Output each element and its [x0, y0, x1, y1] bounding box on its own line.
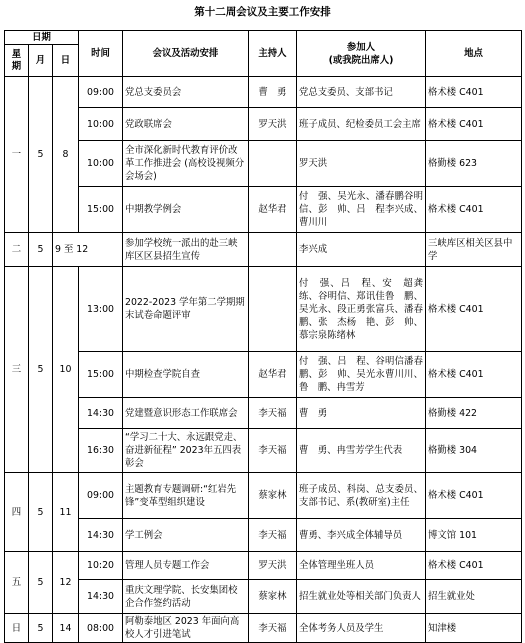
table-row: [5, 352, 522, 398]
header-location: 地点: [426, 31, 522, 77]
header-weekday: [5, 45, 29, 77]
attendees-cell: 付 强、吴光永、潘春鹏谷明信、彭 帅、吕 程李兴成、曹川川: [297, 187, 426, 233]
location-cell: 知津楼: [426, 614, 522, 643]
location-cell: 三峡库区相关区县中学: [426, 233, 522, 267]
table-row: [5, 580, 522, 614]
event-cell: 重庆文理学院、长安集团校企合作签约活动: [123, 580, 249, 614]
event-cell: 参加学校统一派出的赴三峡库区区县招生宣传: [123, 233, 249, 267]
event-cell: 学工例会: [123, 519, 249, 552]
location-cell: 格术楼 C401: [426, 352, 522, 398]
time-cell: 14:30: [79, 580, 123, 614]
attendees-cell: 曹 勇: [297, 398, 426, 429]
time-cell: 10:00: [79, 108, 123, 141]
month-cell: 5: [29, 233, 53, 267]
time-cell: 10:00: [79, 141, 123, 187]
page-title: 第十二周会议及主要工作安排: [194, 6, 331, 18]
event-cell: 中期检查学院自查: [123, 352, 249, 398]
attendees-cell: 全体管理坐班人员: [297, 552, 426, 580]
host-cell: [249, 141, 297, 187]
header-time: 时间: [79, 31, 123, 77]
host-cell: 赵华君: [249, 187, 297, 233]
event-cell: “学习二十大、永远跟党走、奋进新征程” 2023年五四表彰会: [123, 429, 249, 473]
host-cell: 李天福: [249, 519, 297, 552]
header-event: 会议及活动安排: [123, 31, 249, 77]
host-cell: 罗天洪: [249, 108, 297, 141]
table-row: [5, 108, 522, 141]
attendees-cell: 曹勇、李兴成全体辅导员: [297, 519, 426, 552]
event-cell: 2022-2023 学年第二学期期末试卷命题评审: [123, 267, 249, 352]
attendees-cell: 罗天洪: [297, 141, 426, 187]
table-row: [5, 77, 522, 108]
weekday-cell: 四: [5, 473, 29, 552]
header-attendees: [297, 31, 426, 77]
month-cell: 5: [29, 473, 53, 552]
weekday-cell: 三: [5, 267, 29, 473]
location-cell: 格勤楼 304: [426, 429, 522, 473]
header-day: 日: [53, 45, 79, 77]
location-cell: 格勤楼 422: [426, 398, 522, 429]
header-host: 主持人: [249, 31, 297, 77]
event-cell: 管理人员专题工作会: [123, 552, 249, 580]
location-cell: 格术楼 C401: [426, 108, 522, 141]
time-cell: 15:00: [79, 352, 123, 398]
time-cell: 15:00: [79, 187, 123, 233]
host-cell: 蔡家林: [249, 580, 297, 614]
table-row: [5, 233, 522, 267]
host-cell: 李天福: [249, 429, 297, 473]
time-cell: 08:00: [79, 614, 123, 643]
table-row: [5, 141, 522, 187]
event-cell: 党总支委员会: [123, 77, 249, 108]
time-cell: 09:00: [79, 473, 123, 519]
weekday-cell: 二: [5, 233, 29, 267]
weekday-cell: 五: [5, 552, 29, 614]
weekday-cell: 日: [5, 614, 29, 643]
host-cell: 李天福: [249, 398, 297, 429]
time-cell: 09:00: [79, 77, 123, 108]
month-cell: 5: [29, 552, 53, 614]
host-cell: 蔡家林: [249, 473, 297, 519]
day-cell: 9 至 12: [53, 233, 123, 267]
location-cell: 博文馆 101: [426, 519, 522, 552]
table-row: [5, 614, 522, 643]
month-cell: 5: [29, 267, 53, 473]
attendees-cell: 班子成员、纪检委员工会主席: [297, 108, 426, 141]
host-cell: 曹 勇: [249, 77, 297, 108]
table-row: [5, 398, 522, 429]
location-cell: 格术楼 C401: [426, 473, 522, 519]
schedule-table: [4, 30, 522, 643]
table-row: [5, 552, 522, 580]
day-cell: 11: [53, 473, 79, 552]
location-cell: 格术楼 C401: [426, 267, 522, 352]
attendees-cell: 李兴成: [297, 233, 426, 267]
event-cell: 主题教育专题调研:“红岩先锋”变革型组织建设: [123, 473, 249, 519]
month-cell: 5: [29, 614, 53, 643]
month-cell: 5: [29, 77, 53, 233]
time-cell: 13:00: [79, 267, 123, 352]
day-cell: 14: [53, 614, 79, 643]
header-attendees-line1: 参加人: [346, 41, 376, 53]
table-row: [5, 429, 522, 473]
table-row: [5, 267, 522, 352]
attendees-cell: 党总支委员、支部书记: [297, 77, 426, 108]
host-cell: [249, 267, 297, 352]
table-row: [5, 519, 522, 552]
time-cell: 10:20: [79, 552, 123, 580]
location-cell: 格术楼 C401: [426, 552, 522, 580]
host-cell: [249, 233, 297, 267]
time-cell: 14:30: [79, 519, 123, 552]
host-cell: 李天福: [249, 614, 297, 643]
day-cell: 10: [53, 267, 79, 473]
attendees-cell: 曹 勇、冉雪芳学生代表: [297, 429, 426, 473]
event-cell: 党政联席会: [123, 108, 249, 141]
event-cell: 全市深化新时代教育评价改革工作推进会 (高校设视频分会场会): [123, 141, 249, 187]
header-attendees-line2: (或我院出席人): [328, 54, 394, 66]
weekday-cell: 一: [5, 77, 29, 233]
table-row: [5, 187, 522, 233]
day-cell: 8: [53, 77, 79, 233]
header-weekday-text: 星期: [11, 48, 22, 72]
location-cell: 格术楼 C401: [426, 77, 522, 108]
event-cell: 阿勒泰地区 2023 年面向高校人才引进笔试: [123, 614, 249, 643]
attendees-cell: 付 强、吕 程、安 超龚 练、谷明信、郑讯佳鲁 鹏、吴光永、段正勇张富兵、潘春鹏、张 杰杨 艳、彭 帅、慕宗泉陈绪林: [297, 267, 426, 352]
attendees-cell: 招生就业处等相关部门负责人: [297, 580, 426, 614]
location-cell: 格勤楼 623: [426, 141, 522, 187]
event-cell: 党建暨意识形态工作联席会: [123, 398, 249, 429]
header-date: 日期: [5, 31, 79, 45]
attendees-cell: 付 强、吕 程、谷明信潘春鹏、彭 帅、吴光永曹川川、鲁 鹏、冉雪芳: [297, 352, 426, 398]
table-row: [5, 473, 522, 519]
host-cell: 赵华君: [249, 352, 297, 398]
location-cell: 格术楼 C401: [426, 187, 522, 233]
location-cell: 招生就业处: [426, 580, 522, 614]
day-cell: 12: [53, 552, 79, 614]
header-month: 月: [29, 45, 53, 77]
attendees-cell: 全体考务人员及学生: [297, 614, 426, 643]
host-cell: 罗天洪: [249, 552, 297, 580]
time-cell: 16:30: [79, 429, 123, 473]
time-cell: 14:30: [79, 398, 123, 429]
event-cell: 中期教学例会: [123, 187, 249, 233]
attendees-cell: 班子成员、科岗、总支委员、支部书记、系(教研室)主任: [297, 473, 426, 519]
